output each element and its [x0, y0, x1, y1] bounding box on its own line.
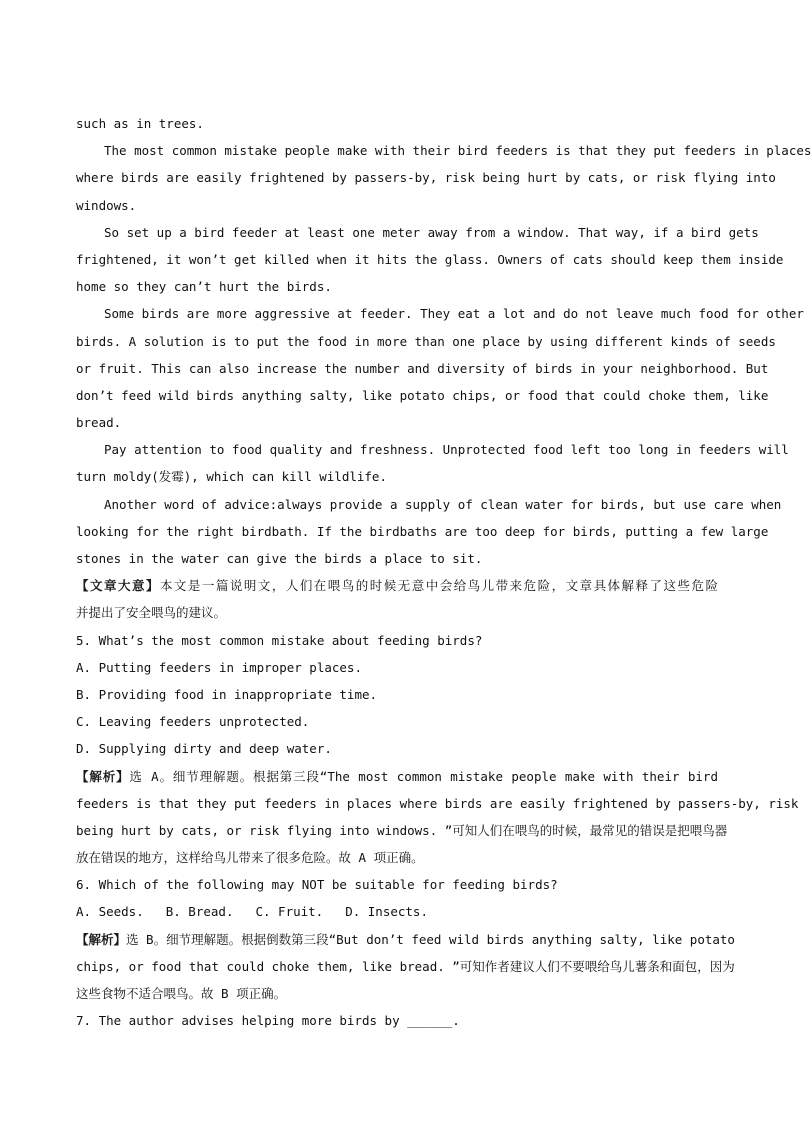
passage-line: such as in trees.	[76, 116, 204, 131]
passage-line: or fruit. This can also increase the number and diversity of birds in your neighborhood. But	[76, 360, 769, 376]
passage-line: turn moldy(发霉), which can kill wildlife.	[76, 469, 387, 485]
analysis-text: being hurt by cats, or risk flying into windows. ”可知人们在喂鸟的时候，最常见的错误是把喂鸟器	[76, 822, 728, 838]
passage-line: Some birds are more aggressive at feeder. They eat a lot and do not leave much food for other	[104, 306, 804, 322]
answer-options-row	[76, 898, 718, 925]
question-stem: 6. Which of the following may NOT be suitable for feeding birds?	[76, 877, 558, 893]
answer-option: C. Fruit.	[255, 904, 324, 920]
analysis-text: chips, or food that could choke them, like bread. ”可知作者建议人们不要喂给鸟儿薯条和面包，因为	[76, 958, 735, 974]
analysis-text: 放在错误的地方，这样给鸟儿带来了很多危险。故 A 项正确。	[76, 850, 424, 866]
answer-option: D. Insects.	[345, 904, 428, 920]
passage-line: Another word of advice:always provide a supply of clean water for birds, but use care when	[104, 496, 782, 512]
passage-line: birds. A solution is to put the food in more than one place by using different kinds of seeds	[76, 333, 776, 349]
passage-line: frightened, it won’t get killed when it hits the glass. Owners of cats should keep them inside	[76, 251, 784, 267]
passage-line: bread.	[76, 415, 122, 431]
question-7	[76, 1007, 718, 1034]
analysis-text: 选 A。细节理解题。根据第三段“The most common mistake people make with their bird	[129, 768, 718, 784]
passage-line: The most common mistake people make with their bird feeders is that they put feeders in places	[104, 143, 811, 159]
passage-line: windows.	[76, 197, 137, 213]
passage-line: where birds are easily frightened by passers-by, risk being hurt by cats, or risk flying into	[76, 170, 776, 186]
answer-option: A. Putting feeders in improper places.	[76, 659, 362, 675]
article-summary	[76, 572, 718, 626]
analysis-label: 【解析】	[76, 768, 130, 784]
summary-text: 并提出了安全喂鸟的建议。	[76, 605, 227, 621]
answer-option: B. Providing food in inappropriate time.	[76, 686, 378, 702]
analysis-label: 【解析】	[76, 931, 127, 947]
answer-option: D. Supplying dirty and deep water.	[76, 741, 332, 757]
answer-option: B. Bread.	[165, 904, 234, 920]
passage-line: So set up a bird feeder at least one meter away from a window. That way, if a bird gets	[104, 224, 759, 240]
answer-option: C. Leaving feeders unprotected.	[76, 714, 310, 730]
summary-label: 【文章大意】	[76, 578, 160, 594]
question-6	[76, 871, 735, 1007]
question-stem: 7. The author advises helping more birds by ______.	[76, 1013, 460, 1029]
analysis-text: 选 B。细节理解题。根据倒数第三段“But don’t feed wild birds anything salty, like potato	[126, 931, 735, 947]
passage-line: looking for the right birdbath. If the birdbaths are too deep for birds, putting a few large	[76, 523, 769, 539]
passage-line: Pay attention to food quality and freshness. Unprotected food left too long in feeders will	[104, 442, 789, 458]
answer-option: A. Seeds.	[76, 904, 144, 920]
passage-line: don’t feed wild birds anything salty, like potato chips, or food that could choke them, like	[76, 387, 769, 403]
analysis-text: 这些食物不适合喂鸟。故 B 项正确。	[76, 986, 287, 1001]
analysis-text: feeders is that they put feeders in places where birds are easily frightened by passers-by, risk	[76, 795, 799, 811]
question-stem: 5. What’s the most common mistake about feeding birds?	[76, 632, 483, 648]
summary-text: 本文是一篇说明文，人们在喂鸟的时候无意中会给鸟儿带来危险，文章具体解释了这些危险	[159, 578, 718, 594]
document-page	[76, 110, 811, 1034]
passage-line: stones in the water can give the birds a place to sit.	[76, 551, 483, 566]
reading-passage	[76, 110, 811, 572]
question-5	[76, 627, 799, 872]
passage-line: home so they can’t hurt the birds.	[76, 279, 332, 295]
